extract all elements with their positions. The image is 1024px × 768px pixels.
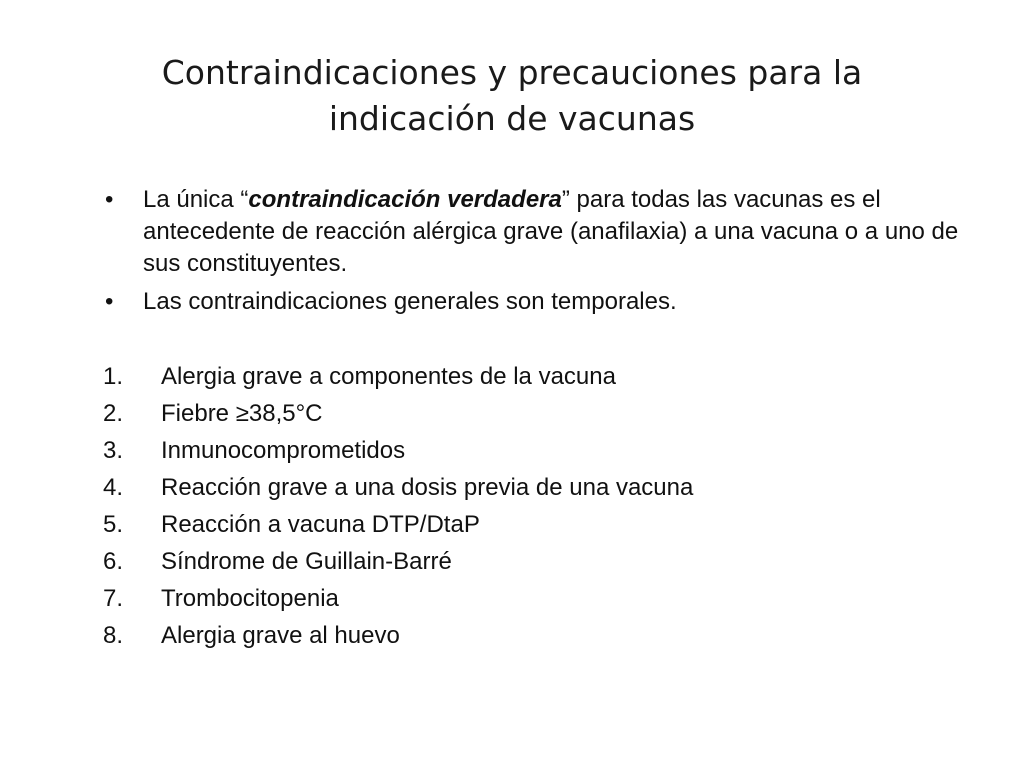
list-item-text: Alergia grave a componentes de la vacuna (161, 363, 616, 390)
bullet-item (105, 184, 975, 280)
list-item (103, 358, 973, 395)
list-item-text: Síndrome de Guillain-Barré (161, 548, 452, 575)
list-item (103, 506, 973, 543)
list-item (103, 469, 973, 506)
list-number: 1. (103, 363, 124, 390)
bullet-list (105, 184, 975, 324)
list-number: 2. (103, 400, 124, 427)
title-line-2: indicación de vacunas (328, 99, 696, 138)
list-number: 3. (103, 437, 124, 464)
list-number: 8. (103, 622, 124, 649)
list-number: 6. (103, 548, 124, 575)
list-item (103, 395, 973, 432)
list-item (103, 617, 973, 654)
list-item-text: Fiebre ≥38,5°C (161, 400, 323, 427)
numbered-list (103, 358, 973, 654)
list-item (103, 580, 973, 617)
title-line-1: Contraindicaciones y precauciones para la (161, 53, 863, 92)
list-number: 5. (103, 511, 124, 538)
list-item (103, 543, 973, 580)
list-item-text: Alergia grave al huevo (161, 622, 400, 649)
bullet-item (105, 286, 975, 318)
list-item-text: Reacción a vacuna DTP/DtaP (161, 511, 480, 538)
bullet-text-emphasis: contraindicación verdadera (248, 186, 562, 213)
bullet-text-pre: La única “ (143, 186, 249, 213)
bullet-marker: • (105, 288, 114, 315)
list-item-text: Trombocitopenia (161, 585, 339, 612)
slide-title (60, 50, 964, 142)
list-number: 4. (103, 474, 124, 501)
list-item-text: Reacción grave a una dosis previa de una vacuna (161, 474, 694, 501)
list-item-text: Inmunocomprometidos (161, 437, 406, 464)
bullet-text-post: ” para todas las vacunas es el antecedente de reacción alérgica grave (anafilaxia) a una vacuna o a uno de sus constituyentes. (143, 186, 959, 277)
list-number: 7. (103, 585, 124, 612)
bullet-text: Las contraindicaciones generales son temporales. (143, 288, 677, 315)
bullet-marker: • (105, 186, 114, 213)
list-item (103, 432, 973, 469)
